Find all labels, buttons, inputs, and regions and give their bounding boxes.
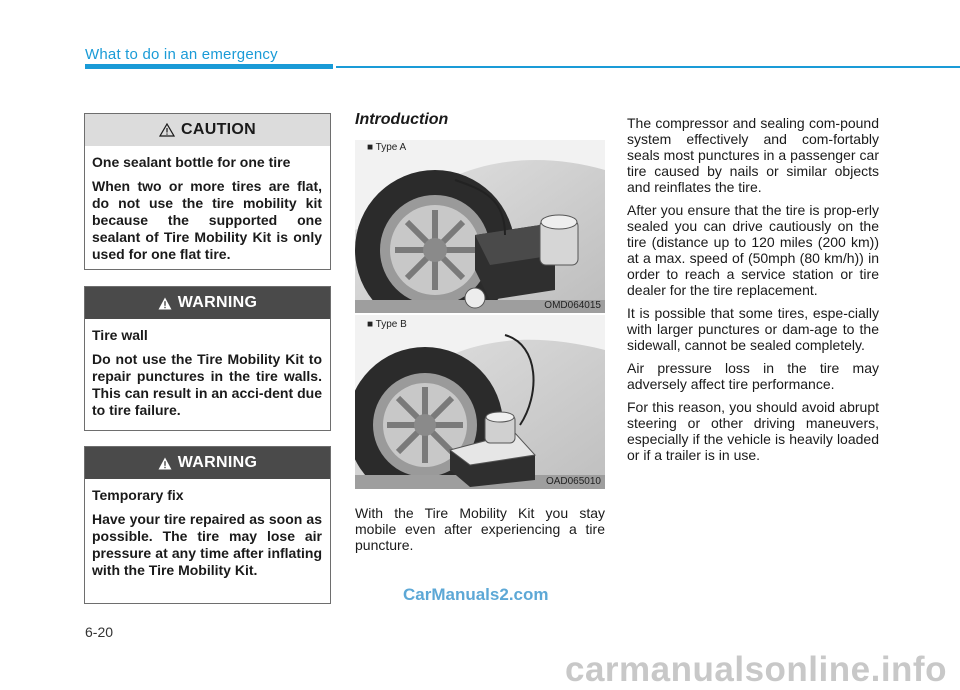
figure-type-b [355,315,605,489]
caution-body [85,146,330,271]
paragraph-5: For this reason, you should avoid abrupt steering or other driving maneuvers, especially if the vehicle is heavily loaded or if a trailer is in use. [627,399,879,463]
caution-label: CAUTION [181,121,256,138]
warning-header [85,447,330,479]
paragraph-4: Air pressure loss in the tire may adversely affect tire performance. [627,360,879,392]
warning-label: WARNING [177,294,258,311]
tire-mobility-kit-type-a-illustration [355,140,605,313]
paragraph-3: It is possible that some tires, espe-cially with larger punctures or dam-age to the sidewall, cannot be sealed completely. [627,305,879,353]
warning-title: Temporary fix [92,487,184,503]
figure-type-b-code: OAD065010 [545,476,601,487]
warning-triangle-icon [158,457,172,470]
warning-text: Do not use the Tire Mobility Kit to repair punctures in the tire walls. This can result in an acci-dent due to tire failure. [92,351,322,418]
caution-box [84,113,331,270]
site-watermark: CarManuals2.com [403,585,549,604]
figure-type-a-code: OMD064015 [544,300,601,311]
warning-title: Tire wall [92,327,148,343]
warning-header [85,287,330,319]
warning-body [85,479,330,587]
section-header-title: What to do in an emergency [85,46,278,63]
warning-box-temporary-fix [84,446,331,604]
caution-title: One sealant bottle for one tire [92,154,291,170]
tire-mobility-kit-type-b-illustration [355,315,605,489]
introduction-text: With the Tire Mobility Kit you stay mobile even after experiencing a tire puncture. [355,505,605,553]
warning-label: WARNING [177,454,258,471]
caution-triangle-icon [159,123,175,137]
footer-watermark: carmanualsonline.info [565,650,947,689]
introduction-paragraph [355,505,605,553]
warning-box-tire-wall [84,286,331,431]
warning-text: Have your tire repaired as soon as possible. The tire may lose air pressure at any time after inflating with the Tire Mobility Kit. [92,511,322,578]
paragraph-2: After you ensure that the tire is prop-erly sealed you can drive cautiously on the tire (distance up to 120 miles (200 km)) at a max. speed of (50mph (80 km/h)) in order to reach a service station or tire dealer for the tire replacement. [627,202,879,298]
introduction-heading: Introduction [355,111,449,128]
column3-text [627,115,879,470]
caution-text: When two or more tires are flat, do not use the tire mobility kit because the supported one sealant of Tire Mobility Kit is only used for one flat tire. [92,178,322,262]
warning-triangle-icon [158,297,172,310]
page-number: 6-20 [85,624,114,640]
header-bar-accent [85,64,333,69]
figure-type-a-label: ■ Type A [367,142,407,153]
header-bar-line [336,66,960,68]
caution-header [85,114,330,146]
figure-type-a [355,140,605,313]
warning-body [85,319,330,427]
figure-type-b-label: ■ Type B [367,319,407,330]
paragraph-1: The compressor and sealing com-pound system effectively and com-fortably seals most punctures in a passenger car tire caused by nails or similar objects and reinflates the tire. [627,115,879,195]
